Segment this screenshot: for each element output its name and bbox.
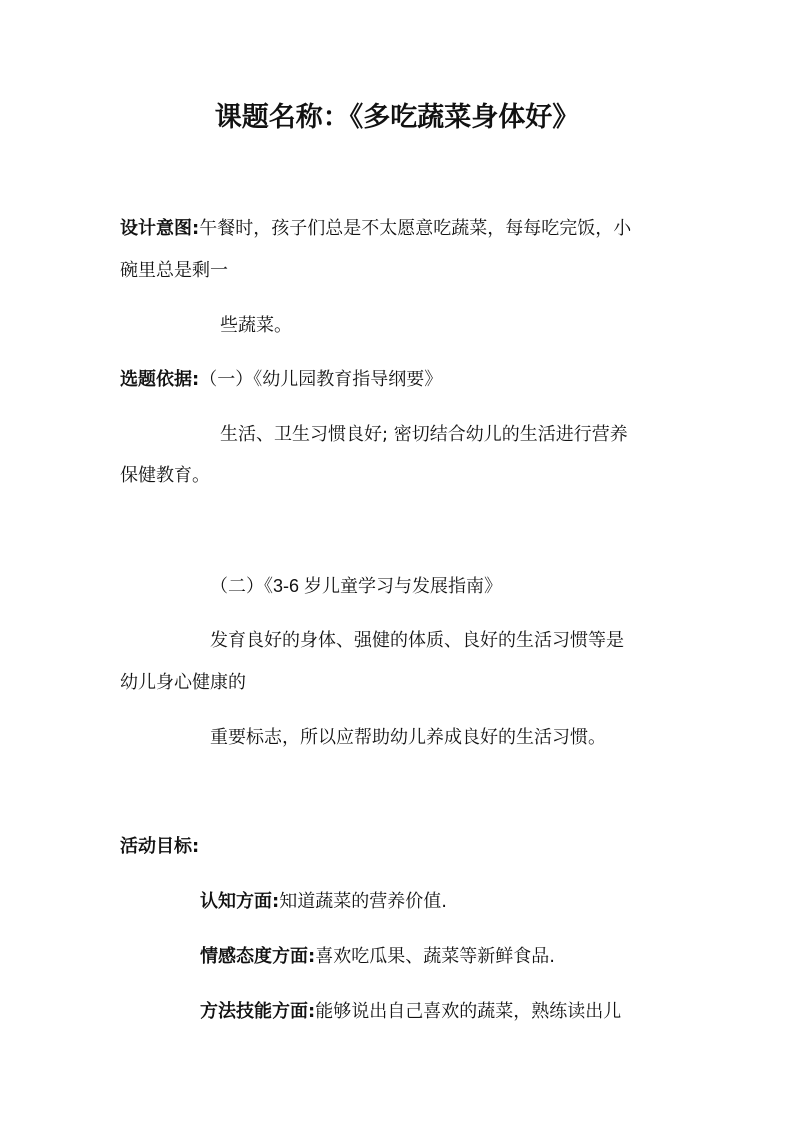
basis-item1-line-1: 生活、卫生习惯良好; 密切结合幼儿的生活进行营养 bbox=[220, 424, 628, 445]
basis-label: 选题依据: bbox=[120, 369, 200, 390]
basis-item2-line-2: 幼儿身心健康的 bbox=[120, 672, 246, 693]
basis-item2-title: （二）《3-6 岁儿童学习与发展指南》 bbox=[210, 576, 503, 596]
goal-affective-text: 喜欢吃瓜果、蔬菜等新鲜食品. bbox=[315, 946, 555, 967]
design-intent-line-2: 碗里总是剩一 bbox=[120, 260, 228, 281]
design-intent-line-1 bbox=[120, 216, 631, 242]
goal-affective bbox=[200, 944, 555, 970]
goal-skill-text: 能够说出自己喜欢的蔬菜，熟练读出儿 bbox=[315, 1001, 622, 1022]
goals-label: 活动目标: bbox=[120, 836, 200, 857]
basis-item2-line-1: 发育良好的身体、强健的体质、良好的生活习惯等是 bbox=[210, 630, 624, 651]
page-title: 课题名称：《多吃蔬菜身体好》 bbox=[214, 102, 580, 133]
goal-cognitive bbox=[200, 889, 447, 915]
design-intent-label: 设计意图: bbox=[120, 218, 200, 239]
goal-cognitive-text: 知道蔬菜的营养价值. bbox=[279, 891, 447, 912]
design-intent-text-1: 午餐时，孩子们总是不太愿意吃蔬菜，每每吃完饭，小 bbox=[199, 218, 632, 239]
basis-item1-line-2: 保健教育。 bbox=[120, 465, 210, 486]
basis-line bbox=[120, 367, 442, 393]
goal-cognitive-label: 认知方面: bbox=[200, 891, 280, 912]
basis-item2-line-3: 重要标志，所以应帮助幼儿养成良好的生活习惯。 bbox=[210, 727, 606, 748]
basis-item1-title: （一）《幼儿园教育指导纲要》 bbox=[199, 369, 443, 390]
design-intent-line-3: 些蔬菜。 bbox=[220, 315, 292, 336]
goal-skill-label: 方法技能方面: bbox=[200, 1001, 316, 1022]
goal-affective-label: 情感态度方面: bbox=[200, 946, 316, 967]
goal-skill bbox=[200, 999, 621, 1025]
